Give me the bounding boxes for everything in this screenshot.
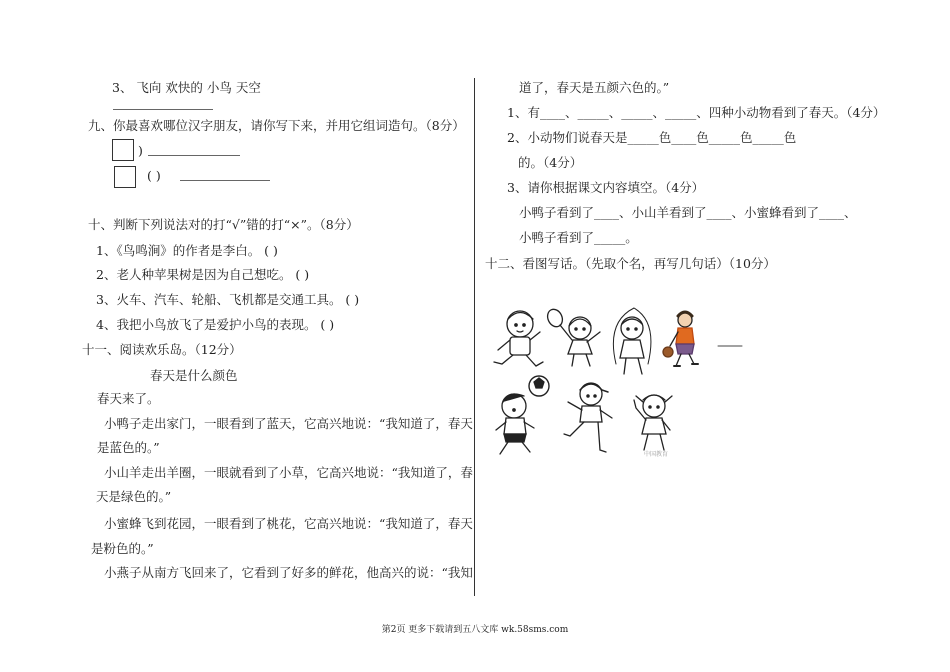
q10-title: 十、判断下列说法对的打“√”错的打“×”。（8分） xyxy=(88,217,359,232)
badminton-girl-figure xyxy=(545,307,600,366)
q9-character-box-1[interactable] xyxy=(112,139,134,161)
story-line-7: 是粉色的。” xyxy=(91,541,154,556)
column-divider xyxy=(474,78,475,596)
reading-question-3: 3、请你根据课文内容填空。（4分） xyxy=(507,180,705,195)
story-line-1: 春天来了。 xyxy=(97,391,160,406)
q8-item-3-words: 3、 飞向 欢快的 小鸟 天空 xyxy=(112,80,261,95)
q9-row2-line[interactable] xyxy=(180,180,270,181)
illustration-watermark: 中国教育 xyxy=(644,451,669,458)
q12-title: 十二、看图写话。（先取个名，再写几句话）（10分） xyxy=(485,256,776,271)
q11-title: 十一、阅读欢乐岛。（12分） xyxy=(82,342,242,357)
story-end: 道了，春天是五颜六色的。” xyxy=(519,80,670,95)
q9-row1-line[interactable] xyxy=(148,155,240,156)
reading-question-1: 1、有____、_____、_____、_____、四种小动物看到了春天。（4分） xyxy=(507,105,886,120)
story-title: 春天是什么颜色 xyxy=(150,368,238,383)
story-line-5: 天是绿色的。” xyxy=(96,489,172,504)
story-line-6: 小蜜蜂飞到花园，一眼看到了桃花，它高兴地说：“我知道了，春天 xyxy=(104,516,473,531)
q10-item-2: 2、老人种苹果树是因为自己想吃。 ( ) xyxy=(96,267,310,282)
story-line-8: 小燕子从南方飞回来了，它看到了好多的鲜花，他高兴的说：“我知 xyxy=(104,565,473,580)
q10-item-3: 3、火车、汽车、轮船、飞机都是交通工具。 ( ) xyxy=(96,292,360,307)
q10-item-4: 4、我把小鸟放飞了是爱护小鸟的表现。 ( ) xyxy=(96,317,335,332)
reading-question-2: 2、小动物们说春天是_____色____色_____色_____色 xyxy=(507,130,797,145)
waving-girl-figure xyxy=(634,395,672,450)
q8-item-3-answer-line[interactable] xyxy=(113,109,213,110)
q9-row2-paren: ( ) xyxy=(147,168,161,183)
reading-question-2-cont: 的。（4分） xyxy=(518,155,583,170)
reading-question-3-line-2: 小鸭子看到了_____。 xyxy=(519,230,638,245)
story-line-2: 小鸭子走出家门，一眼看到了蓝天，它高兴地说：“我知道了，春天 xyxy=(104,416,473,431)
story-line-4: 小山羊走出羊圈，一眼就看到了小草，它高兴地说：“我知道了，春 xyxy=(104,465,473,480)
kicking-boy-figure xyxy=(564,383,612,452)
jump-rope-girl-figure xyxy=(613,308,651,374)
story-line-3: 是蓝色的。” xyxy=(97,440,160,455)
reading-question-3-line-1: 小鸭子看到了____、小山羊看到了____、小蜜蜂看到了____、 xyxy=(519,205,857,220)
sports-children-illustration xyxy=(488,302,758,460)
basketball-girl-figure xyxy=(663,312,698,366)
q9-row1-paren: ) xyxy=(138,143,143,158)
q9-character-box-2[interactable] xyxy=(114,166,136,188)
q10-item-1: 1、《鸟鸣涧》的作者是李白。 ( ) xyxy=(96,243,278,258)
q9-title: 九、你最喜欢哪位汉字朋友，请你写下来，并用它组词造句。（8分） xyxy=(88,118,465,133)
page-footer: 第2页 更多下载请到五八文库 wk.58sms.com xyxy=(381,625,569,635)
soccer-boy-figure xyxy=(496,376,549,454)
running-boy-figure xyxy=(494,311,543,366)
